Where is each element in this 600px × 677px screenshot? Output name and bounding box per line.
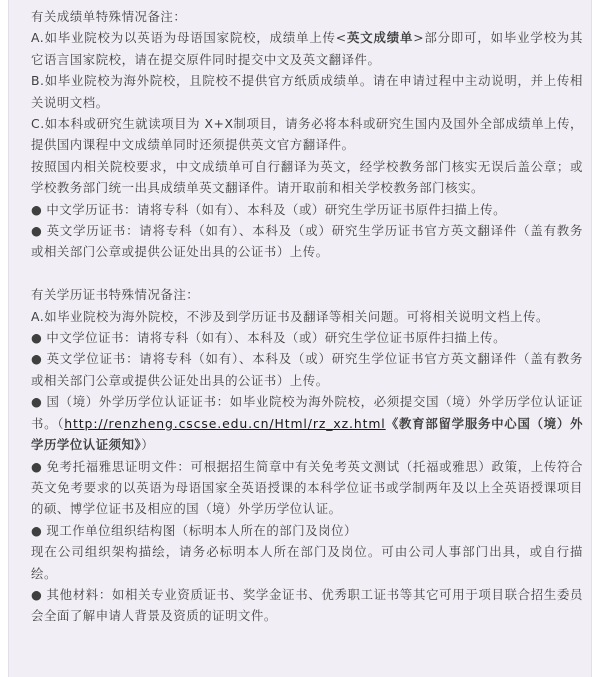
org-chart-text: 现工作单位组织结构图（标明本人所在的部门及岗位）	[46, 522, 357, 538]
other-materials-text: 其他材料：如相关专业资质证书、奖学金证书、优秀职工证书等其它可用于项目联合招生委员会全面了解申请人背景及资质的证明文件。	[31, 586, 583, 624]
note-a-emphasis: 英文成绩单	[346, 30, 414, 46]
degree-en-text: 英文学位证书：请将专科（如有）、本科及（或）研究生学位证书官方英文翻译件（盖有教务或相关部门公章或提供公证处出具的公证书）上传。	[31, 351, 583, 388]
other-materials-item	[31, 584, 583, 627]
foreign-degree-cert-item	[31, 391, 583, 455]
bullet-icon: ●	[31, 522, 43, 538]
bullet-icon: ●	[31, 223, 43, 239]
diploma-en-text: 英文学历证书：请将专科（如有）、本科及（或）研究生学历证书官方英文翻译件（盖有教务或相关部门公章或提供公证处出具的公证书）上传。	[31, 223, 583, 260]
note-a-text-end: >部分即可，如毕业学校为其它语言国家院校，请在提交原件同时提交中文及英文翻译件。	[31, 30, 583, 67]
cscse-link[interactable]: http://renzheng.cscse.edu.cn/Html/rz_xz.html	[64, 415, 386, 431]
bullet-icon: ●	[31, 586, 43, 602]
notes-panel	[8, 0, 592, 677]
bullet-icon: ●	[31, 330, 43, 346]
bullet-icon: ●	[31, 394, 43, 410]
diploma-notes-title: 有关学历证书特殊情况备注：	[31, 287, 200, 303]
notes-content	[31, 6, 583, 627]
bullet-icon: ●	[31, 201, 43, 217]
cscse-notice-title: 《教育部留学服务中心国（境）外学历学位认证须知》	[31, 415, 584, 453]
transcript-note-a	[31, 27, 583, 70]
diploma-note-a: A.如毕业院校为海外院校，不涉及到学历证书及翻译等相关问题。可将相关说明文档上传。	[31, 308, 549, 324]
degree-en-item	[31, 348, 583, 391]
org-chart-note: 现在公司组织架构描绘，请务必标明本人所在部门及岗位。可由公司人事部门出具，或自行描绘。	[31, 544, 583, 581]
transcript-note-d: 按照国内相关院校要求，中文成绩单可自行翻译为英文，经学校教务部门核实无误后盖公章；或学校教务部门统一出具成绩单英文翻译件。请开取前和相关学校教务部门核实。	[31, 158, 583, 196]
foreign-cert-close-paren: ）	[141, 437, 155, 453]
bullet-icon: ●	[31, 351, 43, 367]
foreign-cert-text: 国（境）外学历学位认证证书：如毕业院校为海外院校，必须提交国（境）外学历学位认证证书。（	[31, 394, 583, 431]
toefl-exemption-item	[31, 456, 583, 520]
section-divider	[31, 263, 583, 284]
diploma-en-item	[31, 220, 583, 263]
degree-cn-item	[31, 327, 583, 348]
bullet-icon: ●	[31, 458, 43, 474]
transcript-notes-title: 有关成绩单特殊情况备注：	[31, 9, 187, 24]
diploma-cn-item	[31, 199, 583, 220]
note-a-text-start: A.如毕业院校为以英语为母语国家院校，成绩单上传<	[31, 30, 347, 46]
diploma-cn-text: 中文学历证书：请将专科（如有）、本科及（或）研究生学历证书原件扫描上传。	[46, 201, 507, 217]
transcript-note-b: B.如毕业院校为海外院校，且院校不提供官方纸质成绩单。请在申请过程中主动说明，并上传相关说明文档。	[31, 73, 583, 110]
transcript-note-c: C.如本科或研究生就读项目为 X+X制项目，请务必将本科或研究生国内及国外全部成绩单上传，提供国内课程中文成绩单同时还须提供英文官方翻译件。	[31, 116, 583, 153]
degree-cn-text: 中文学位证书：请将专科（如有）、本科及（或）研究生学位证书原件扫描上传。	[46, 330, 507, 346]
toefl-exemption-text: 免考托福雅思证明文件：可根据招生简章中有关免考英文测试（托福或雅思）政策，上传符合英文免考要求的以英语为母语国家全英语授课的本科学位证书或学制两年及以上全英语授课项目的硕、博学位证书及相应的国（境）外学历学位认证。	[31, 458, 583, 517]
org-chart-item	[31, 520, 583, 541]
